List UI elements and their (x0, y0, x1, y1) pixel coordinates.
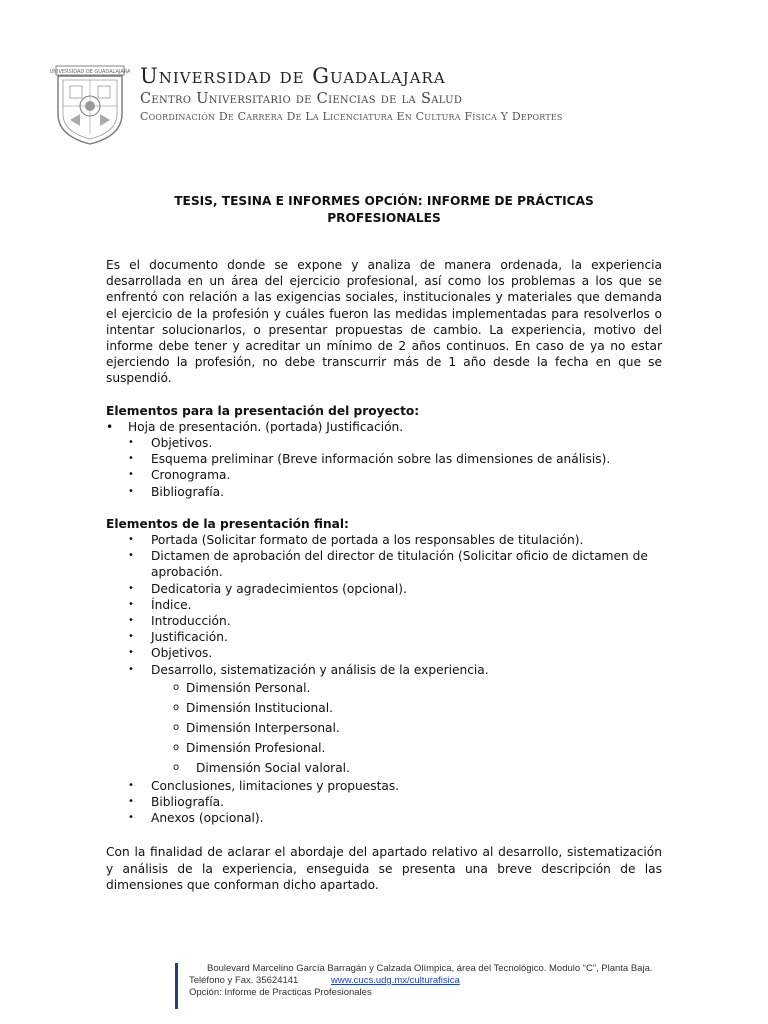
list-item: • Desarrollo, sistematización y análisis de la experiencia. (106, 662, 662, 678)
section-heading-final: Elementos de la presentación final: (106, 516, 349, 531)
list-item: • Cronograma. (106, 467, 662, 483)
list-item: • Dedicatoria y agradecimientos (opcional). (106, 581, 662, 597)
list-item: • Anexos (opcional). (106, 810, 662, 826)
page-footer (175, 963, 735, 1011)
footer-text (189, 963, 653, 999)
dimensions-list (106, 678, 662, 778)
list-item: • Objetivos. (106, 645, 662, 661)
university-name: Universidad de Guadalajara (140, 64, 446, 88)
footer-option: Opción: Informe de Practicas Profesionales (189, 987, 372, 998)
list-item: • Introducción. (106, 613, 662, 629)
seal-banner-text: UNIVERSIDAD DE GUADALAJARA (50, 69, 130, 75)
dimension-item: o Dimensión Personal. (106, 678, 662, 698)
list-item: • Objetivos. (106, 435, 662, 451)
project-list-main (106, 419, 662, 435)
dimension-item: o Dimensión Interpersonal. (106, 718, 662, 738)
title-line-1: TESIS, TESINA E INFORMES OPCIÓN: INFORME DE PRÁCTICAS (174, 194, 594, 208)
intro-paragraph: Es el documento donde se expone y analiza de manera ordenada, la experiencia desarrollada en un área del ejercicio profesional, así como los problemas a los que se enfrentó con relación a las exigencias sociales, institucionales y materiales que demanda el ejercicio de la profesión y cuáles fueron las medidas implementadas para resolverlos o intentar solucionarlos, o presentar propuestas de cambio. La experiencia, motivo del informe debe tener y acreditar un mínimo de 2 años continuos. En caso de ya no estar ejerciendo la profesión, no debe transcurrir más de 1 año desde la fecha en que se suspendió. (106, 258, 662, 386)
centro-name: Centro Universitario de Ciencias de la Salud (140, 91, 463, 107)
letterhead (50, 62, 730, 152)
coordinacion-name: Coordinación De Carrera De La Licenciatura En Cultura Física Y Deportes (140, 110, 563, 123)
final-list (106, 532, 662, 678)
final-list-end (106, 778, 662, 827)
university-seal-icon (50, 62, 130, 146)
closing-paragraph: Con la finalidad de aclarar el abordaje del apartado relativo al desarrollo, sistematización y análisis de la experiencia, enseguida se presenta una breve descripción de las dimensiones que conforman dicho apartado. (106, 845, 662, 892)
title-line-2: PROFESIONALES (327, 211, 441, 225)
footer-accent-bar (175, 963, 178, 1009)
dimension-item: o Dimensión Profesional. (106, 738, 662, 758)
document-body (106, 193, 662, 905)
dimension-item: o Dimensión Institucional. (106, 698, 662, 718)
footer-contact-line (189, 975, 653, 987)
footer-website-link[interactable]: www.cucs.udg.mx/culturafisica (330, 975, 460, 986)
list-item: • Esquema preliminar (Breve información sobre las dimensiones de análisis). (106, 451, 662, 467)
list-item: • Índice. (106, 597, 662, 613)
footer-address: Boulevard Marcelino García Barragán y Calzada Olímpica, área del Tecnológico. Modulo “C”, Planta Baja. (207, 963, 653, 974)
footer-phone: Teléfono y Fax. 35624141 (189, 975, 299, 986)
dimension-item: o Dimensión Social valoral. (106, 758, 662, 778)
list-item: • Bibliografía. (106, 484, 662, 500)
list-item: • Justificación. (106, 629, 662, 645)
list-item: • Portada (Solicitar formato de portada a los responsables de titulación). (106, 532, 662, 548)
project-list (106, 435, 662, 500)
list-item: • Hoja de presentación. (portada) Justificación. (106, 419, 662, 435)
document-title (106, 193, 662, 227)
section-heading-project: Elementos para la presentación del proyecto: (106, 403, 420, 418)
list-item: • Conclusiones, limitaciones y propuestas. (106, 778, 662, 794)
letterhead-text (140, 64, 563, 123)
list-item: • Bibliografía. (106, 794, 662, 810)
list-item: • Dictamen de aprobación del director de titulación (Solicitar oficio de dictamen de aprobación. (106, 548, 662, 580)
